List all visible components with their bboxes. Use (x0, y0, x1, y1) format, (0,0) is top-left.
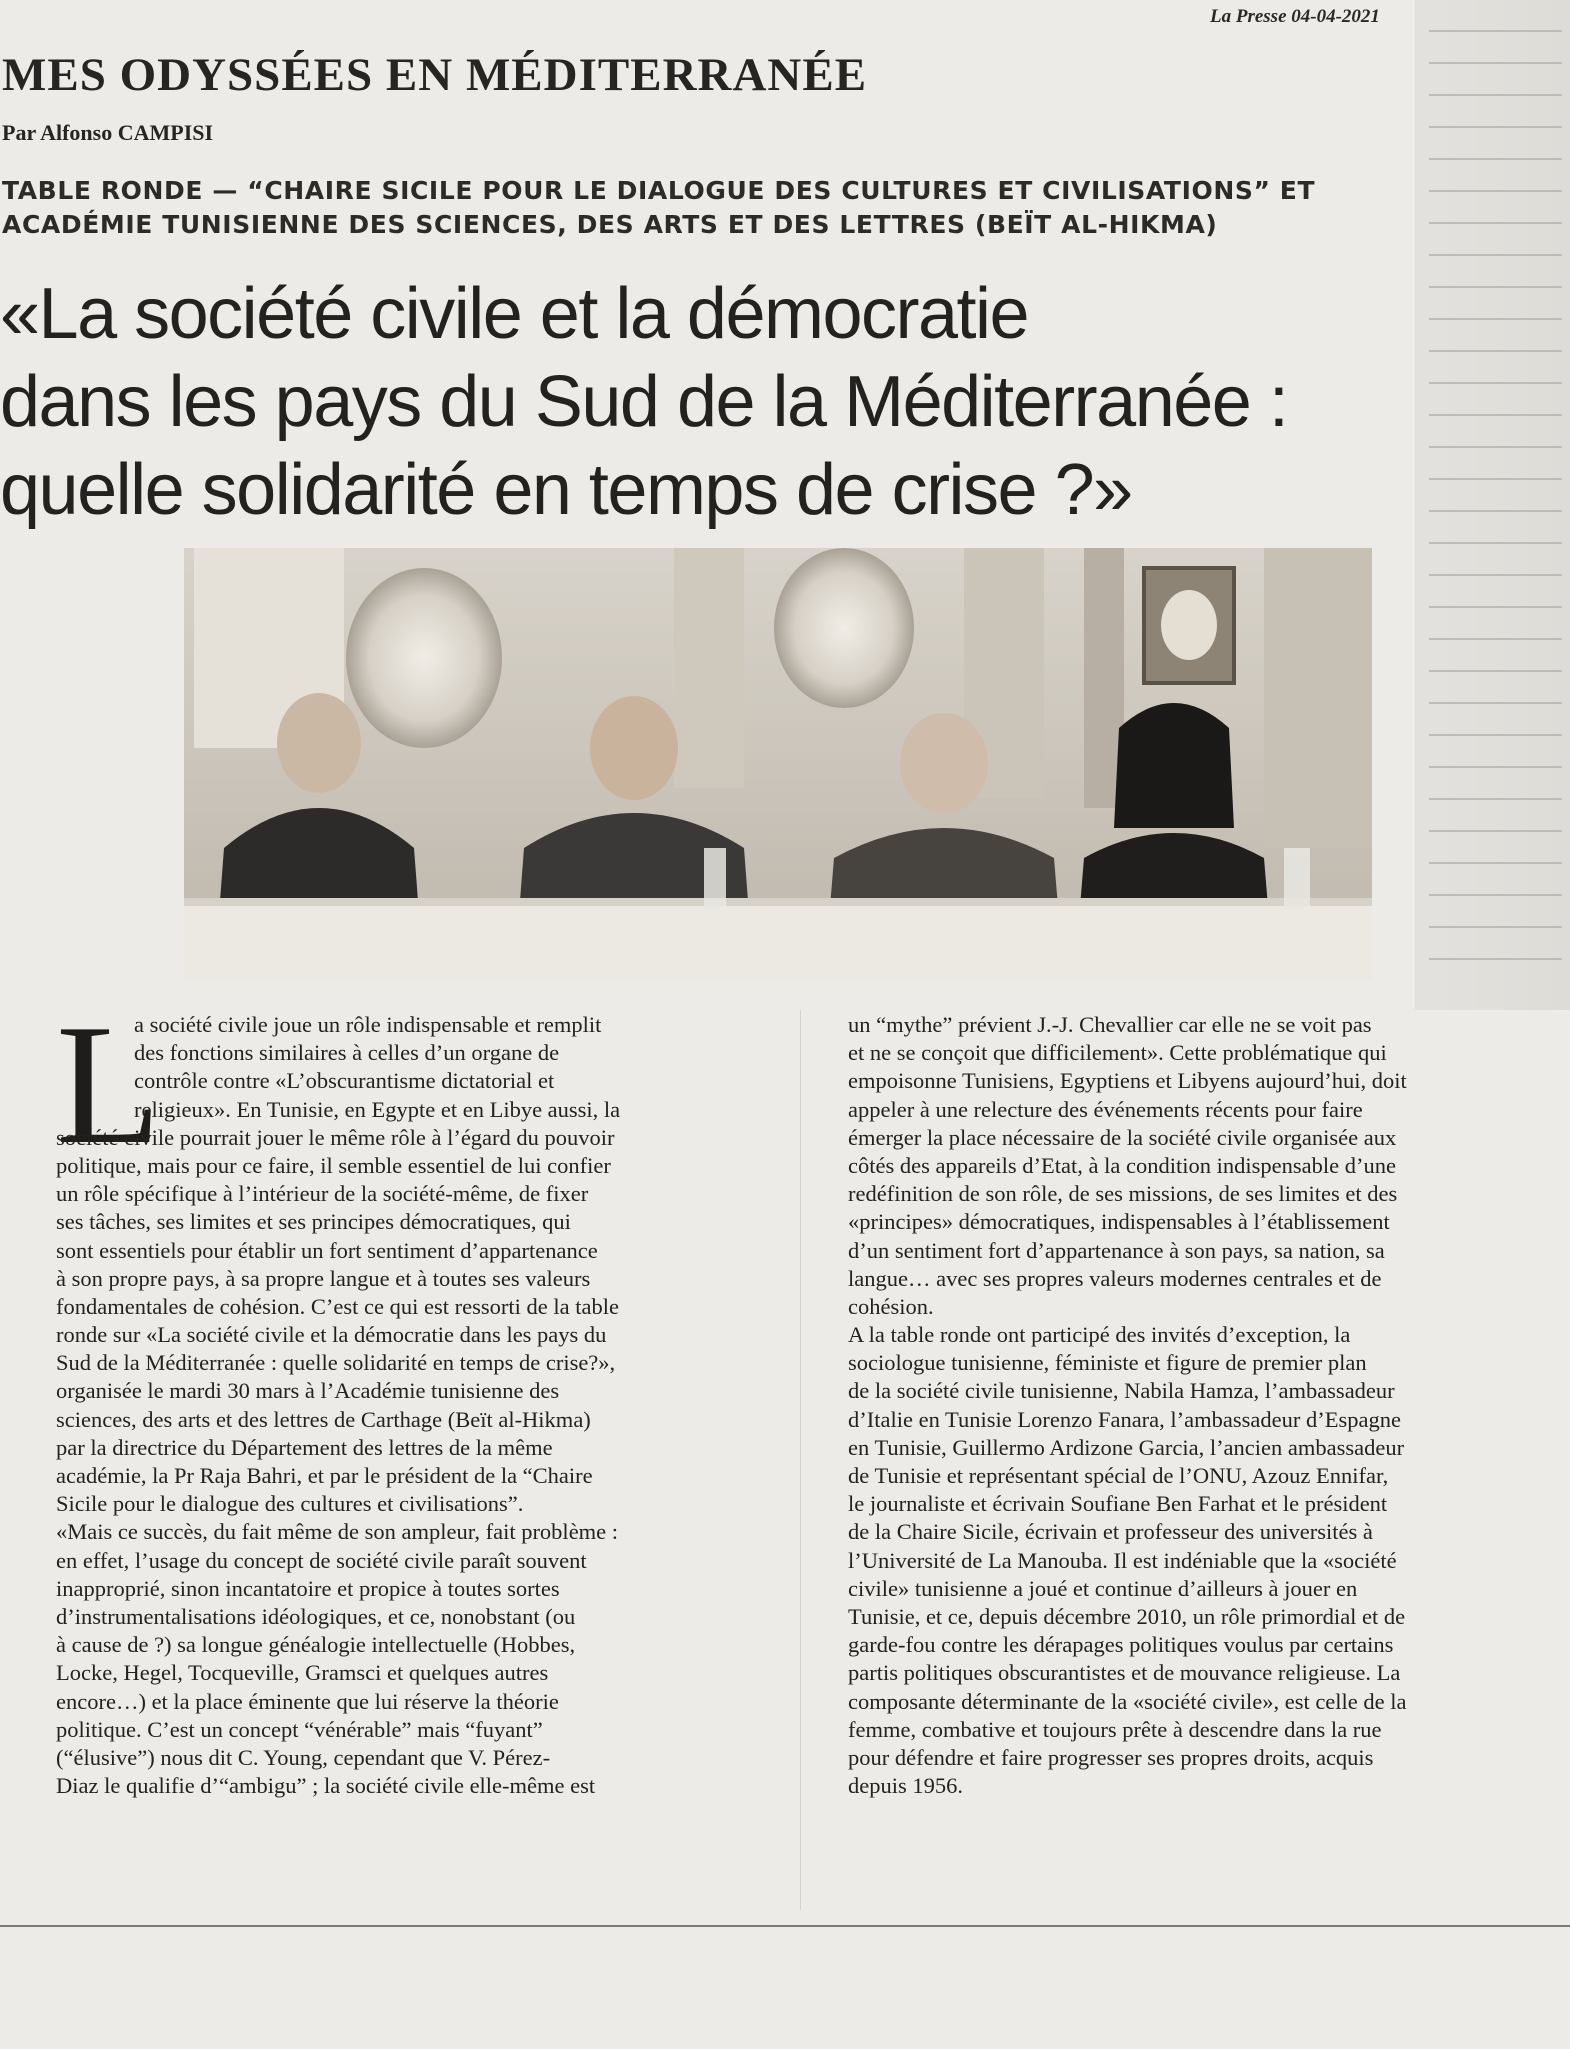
article-line: de la Chaire Sicile, écrivain et professeur des universités à (848, 1519, 1373, 1545)
article-line: depuis 1956. (848, 1773, 963, 1799)
article-line: le journaliste et écrivain Soufiane Ben Farhat et le président (848, 1491, 1388, 1517)
article-line: à cause de ?) sa longue généalogie intellectuelle (Hobbes, (56, 1632, 576, 1658)
headline-line: «La société civile et la démocratie (0, 274, 1029, 354)
panel-photo (184, 548, 1372, 980)
article-line: sont essentiels pour établir un fort sentiment d’appartenance (56, 1237, 598, 1263)
article-line: contrôle contre «L’obscurantisme dictatorial et (134, 1068, 555, 1094)
article-line: civile» tunisienne a joué et continue d’ailleurs à jouer en (848, 1575, 1358, 1601)
article-line: côtés des appareils d’Etat, à la condition indispensable d’une (848, 1152, 1396, 1178)
article-line: sociologue tunisienne, féministe et figure de premier plan (848, 1350, 1367, 1376)
article-line: empoisonne Tunisiens, Egyptiens et Libyens aujourd’hui, doit (848, 1068, 1407, 1094)
article-line: cohésion. (848, 1293, 934, 1319)
article-line: organisée le mardi 30 mars à l’Académie tunisienne des (56, 1378, 560, 1404)
article-line: composante déterminante de la «société civile», est celle de la (848, 1688, 1407, 1714)
article-line: redéfinition de son rôle, de ses missions, de ses limites et des (848, 1181, 1398, 1207)
article-line: société civile pourrait jouer le même rôle à l’égard du pouvoir (56, 1124, 615, 1150)
drop-cap: L (56, 990, 162, 1180)
adjacent-page-bleed (1415, 0, 1570, 1010)
article-line: de la société civile tunisienne, Nabila Hamza, l’ambassadeur (848, 1378, 1395, 1404)
article-line: «principes» démocratiques, indispensables à l’établissement (848, 1209, 1390, 1235)
article-line: partis politiques obscurantistes et de mouvance religieuse. La (848, 1660, 1401, 1686)
headline-line: quelle solidarité en temps de crise ?» (0, 450, 1132, 530)
article-line: pour défendre et faire progresser ses propres droits, acquis (848, 1744, 1374, 1770)
article-line: encore…) et la place éminente que lui réserve la théorie (56, 1688, 559, 1714)
article-line: sciences, des arts et des lettres de Carthage (Beït al-Hikma) (56, 1406, 591, 1432)
article-line: en effet, l’usage du concept de société civile paraît souvent (56, 1547, 587, 1573)
article-line: (“élusive”) nous dit C. Young, cependant que V. Pérez- (56, 1744, 551, 1770)
article-line: inapproprié, sinon incantatoire et propice à toutes sortes (56, 1575, 560, 1601)
article-line: Sicile pour le dialogue des cultures et civilisations”. (56, 1491, 524, 1517)
article-line: politique, mais pour ce faire, il semble essentiel de lui confier (56, 1152, 611, 1178)
article-line: Locke, Hegel, Tocqueville, Gramsci et quelques autres (56, 1660, 549, 1686)
article-line: et ne se conçoit que difficilement». Cette problématique qui (848, 1040, 1387, 1066)
article-line: politique. C’est un concept “vénérable” mais “fuyant” (56, 1716, 543, 1742)
article-line: de Tunisie et représentant spécial de l’ONU, Azouz Ennifar, (848, 1463, 1389, 1488)
byline: Par Alfonso CAMPISI (2, 120, 214, 145)
kicker (2, 174, 1412, 242)
article-line: un rôle spécifique à l’intérieur de la société-même, de fixer (56, 1181, 589, 1207)
headline-line: dans les pays du Sud de la Méditerranée : (0, 362, 1288, 442)
article-line: ronde sur «La société civile et la démocratie dans les pays du (56, 1322, 607, 1348)
kicker-line: TABLE RONDE — “CHAIRE SICILE POUR LE DIALOGUE DES CULTURES ET CIVILISATIONS” ET (2, 176, 1316, 205)
article-line: fondamentales de cohésion. C’est ce qui est ressorti de la table (56, 1293, 619, 1319)
masthead-date: La Presse 04-04-2021 (1210, 6, 1380, 27)
column-separator (800, 1010, 801, 1910)
article-line: A la table ronde ont participé des invités d’exception, la (848, 1322, 1351, 1348)
article-line: d’un sentiment fort d’appartenance à son pays, sa nation, sa (848, 1237, 1385, 1263)
article-line: ses tâches, ses limites et ses principes démocratiques, qui (56, 1209, 571, 1235)
article-line: Tunisie, et ce, depuis décembre 2010, un rôle primordial et de (848, 1603, 1406, 1629)
article-right-column (848, 1011, 1548, 1800)
article-line: langue… avec ses propres valeurs modernes centrales et de (848, 1265, 1382, 1291)
article-line: par la directrice du Département des lettres de la même (56, 1434, 553, 1460)
bottom-rule (0, 1925, 1570, 1927)
article-line: des fonctions similaires à celles d’un organe de (134, 1040, 560, 1066)
article-line: un “mythe” prévient J.-J. Chevallier car elle ne se voit pas (848, 1012, 1372, 1037)
article-line: d’instrumentalisations idéologiques, et ce, nonobstant (ou (56, 1603, 576, 1629)
article-line: émerger la place nécessaire de la société civile organisée aux (848, 1124, 1397, 1150)
article-line: «Mais ce succès, du fait même de son ampleur, fait problème : (56, 1519, 619, 1545)
column-title: MES ODYSSÉES EN MÉDITERRANÉE (2, 49, 868, 101)
article-line: Diaz le qualifie d’“ambigu” ; la société civile elle-même est (56, 1773, 596, 1799)
article-line: appeler à une relecture des événements récents pour faire (848, 1096, 1363, 1122)
article-line: a société civile joue un rôle indispensable et remplit (134, 1012, 602, 1037)
article-line: à son propre pays, à sa propre langue et à toutes ses valeurs (56, 1265, 591, 1291)
article-line: l’Université de La Manouba. Il est indéniable que la «société (848, 1547, 1397, 1573)
article-left-column (56, 990, 736, 1800)
article-line: religieux». En Tunisie, en Egypte et en Libye aussi, la (134, 1096, 621, 1122)
article-line: en Tunisie, Guillermo Ardizone Garcia, l’ancien ambassadeur (848, 1434, 1405, 1460)
article-line: garde-fou contre les dérapages politiques voulus par certains (848, 1632, 1394, 1658)
article-line: d’Italie en Tunisie Lorenzo Fanara, l’ambassadeur d’Espagne (848, 1406, 1401, 1432)
article-line: Sud de la Méditerranée : quelle solidarité en temps de crise?», (56, 1350, 616, 1376)
article-line: académie, la Pr Raja Bahri, et par le président de la “Chaire (56, 1463, 593, 1488)
article-line: femme, combative et toujours prête à descendre dans la rue (848, 1716, 1382, 1742)
panel-photo-illustration (184, 548, 1372, 980)
kicker-line: ACADÉMIE TUNISIENNE DES SCIENCES, DES ARTS ET DES LETTRES (BEÏT AL-HIKMA) (2, 210, 1218, 239)
headline (0, 270, 1410, 534)
